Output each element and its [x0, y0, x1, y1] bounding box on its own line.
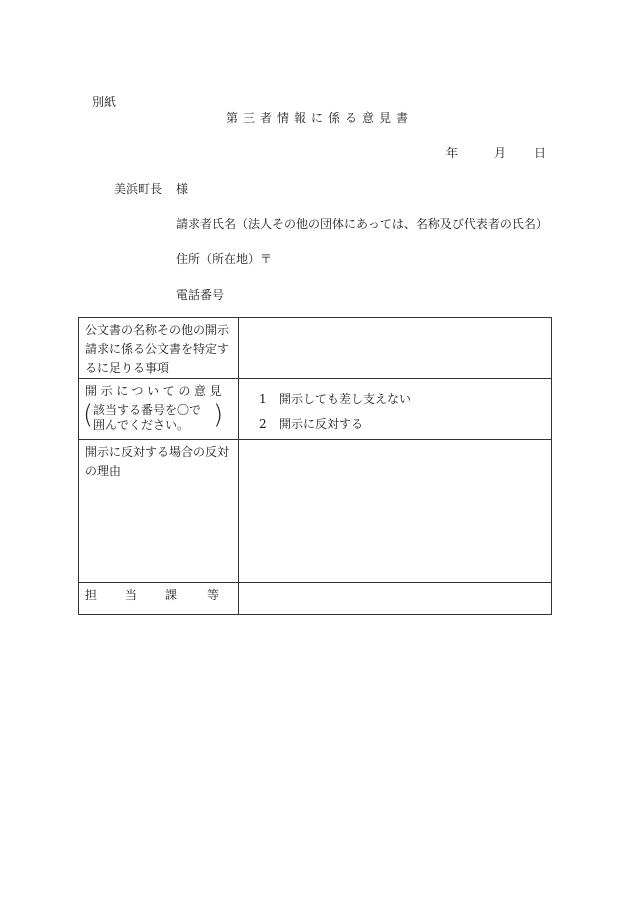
- opinion-instruction: [83, 400, 233, 433]
- department-label-char: 担: [85, 588, 98, 602]
- addressee-name: 美浜町長: [114, 182, 163, 196]
- addressee: [114, 180, 188, 197]
- opinion-options-cell: [239, 379, 552, 440]
- date-month-label: 月: [494, 146, 507, 160]
- opinion-label-cell: [79, 379, 239, 440]
- requester-name-label: 請求者氏名（法人その他の団体にあっては、名称及び代表者の氏名）: [176, 217, 548, 231]
- opinion-form-table: [78, 317, 552, 615]
- opinion-label: 開示についての意見: [85, 384, 226, 398]
- date-year-label: 年: [446, 146, 459, 160]
- right-paren-glyph: ): [213, 400, 224, 430]
- document-title: 第三者情報に係る意見書: [226, 111, 414, 125]
- requester-phone-label: 電話番号: [176, 288, 225, 302]
- option-number: 1: [259, 392, 267, 406]
- option-item[interactable]: [259, 387, 551, 412]
- annex-label: 別紙: [92, 95, 117, 109]
- requester-address-label: 住所（所在地）〒: [176, 252, 273, 266]
- department-field[interactable]: [239, 583, 552, 615]
- document-name-label: 公文書の名称その他の開示請求に係る公文書を特定するに足りる事項: [79, 318, 239, 379]
- date-day-label: 日: [534, 146, 547, 160]
- table-row: [79, 318, 552, 379]
- opinion-instruction-line1: 該当する番号を〇で: [93, 403, 202, 417]
- document-name-field[interactable]: [239, 318, 552, 379]
- date-line: [446, 144, 546, 161]
- option-text: 開示に反対する: [279, 417, 364, 431]
- option-text: 開示しても差し支えない: [279, 392, 412, 406]
- left-paren-glyph: (: [83, 400, 94, 430]
- opinion-options: [239, 379, 551, 437]
- department-label-char: 課: [165, 588, 178, 602]
- department-label-char: 等: [207, 588, 220, 602]
- addressee-honorific: 様: [176, 182, 189, 196]
- table-row: [79, 379, 552, 440]
- table-row: [79, 583, 552, 615]
- department-label: [79, 583, 239, 615]
- opinion-instruction-line2: 囲んでください。: [93, 418, 190, 432]
- objection-reason-label: 開示に反対する場合の反対の理由: [79, 440, 239, 583]
- department-label-char: 当: [125, 588, 138, 602]
- option-item[interactable]: [259, 412, 551, 437]
- option-number: 2: [259, 417, 267, 431]
- table-row: [79, 440, 552, 583]
- objection-reason-field[interactable]: [239, 440, 552, 583]
